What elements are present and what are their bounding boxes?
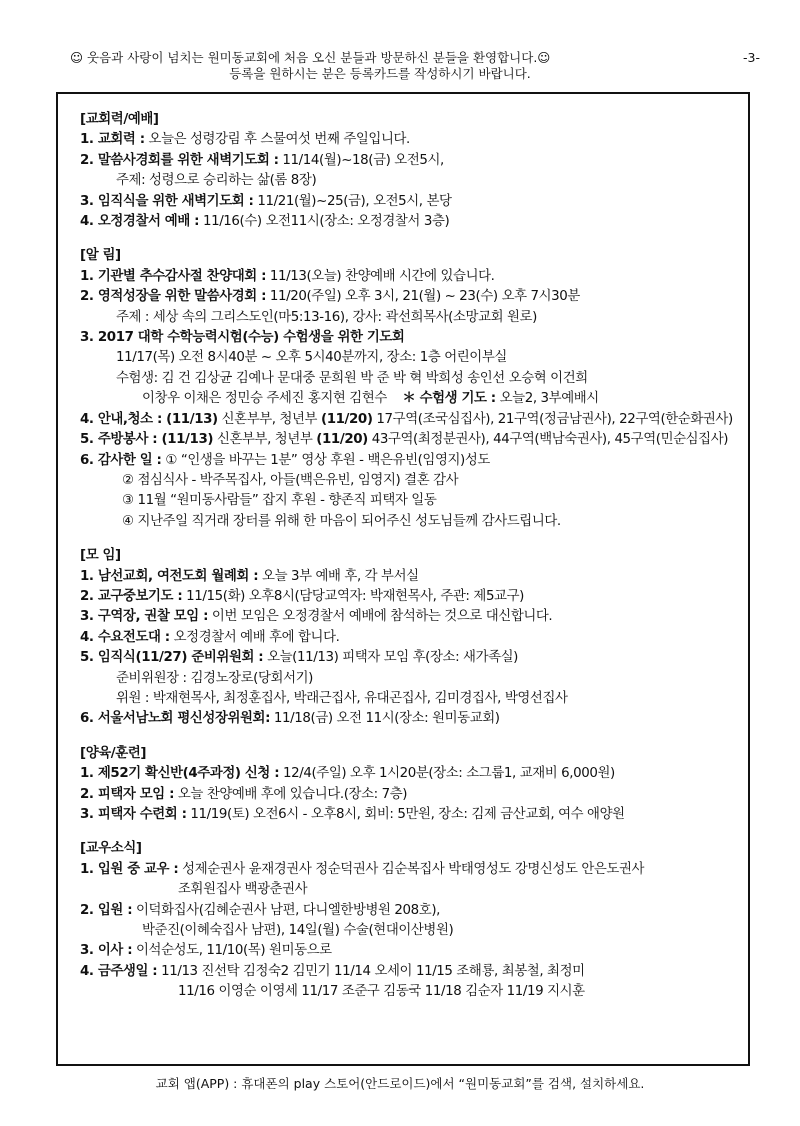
- notice-item-6: 6. 감사한 일 : ① “인생을 바꾸는 1분” 영상 후원 - 백은유빈(임영지)성도: [80, 452, 490, 468]
- training-item-1: 1. 제52기 확신반(4주과정) 신청 : 12/4(주일) 오후 1시20분(장소: 소그룹1, 교재비 6,000원): [80, 766, 615, 782]
- meeting-item-5-sub-1: 준비위원장 : 김경노장로(당회서기): [116, 670, 313, 686]
- bulletin-box: [56, 92, 750, 1066]
- news-item-1-sub: 조휘원집사 백광춘권사: [178, 882, 308, 898]
- page-header: [70, 50, 760, 82]
- news-item-2-sub: 박준진(이혜숙집사 남편), 14일(월) 수술(현대이산병원): [142, 923, 454, 939]
- bulletin-content: [80, 110, 738, 1003]
- section-title-notice: [알 림]: [80, 248, 121, 264]
- meeting-item-3: 3. 구역장, 권찰 모임 : 이번 모임은 오정경찰서 예배에 참석하는 것으로 대신합니다.: [80, 609, 553, 625]
- meeting-item-6: 6. 서울서남노회 평신성장위원회: 11/18(금) 오전 11시(장소: 원미동교회): [80, 711, 500, 727]
- notice-item-5: 5. 주방봉사 : (11/13) 신혼부부, 청년부 (11/20) 43구역(최정분권사), 44구역(백남숙권사), 45구역(민순심집사): [80, 432, 729, 448]
- calendar-item-2: 2. 말씀사경회를 위한 새벽기도회 : 11/14(월)~18(금) 오전5시,: [80, 152, 444, 168]
- calendar-item-2-sub: 주제: 성령으로 승리하는 삶(롬 8장): [116, 173, 317, 189]
- meeting-item-5-sub-2: 위원 : 박재현목사, 최정훈집사, 박래근집사, 유대곤집사, 김미경집사, 박영선집사: [116, 690, 568, 706]
- meeting-item-4: 4. 수요전도대 : 오정경찰서 예배 후에 합니다.: [80, 629, 340, 645]
- meeting-item-5: 5. 임직식(11/27) 준비위원회 : 오늘(11/13) 피택자 모임 후(장소: 새가족실): [80, 650, 519, 666]
- registration-message: 등록을 원하시는 분은 등록카드를 작성하시기 바랍니다.: [229, 66, 531, 81]
- training-item-2: 2. 피택자 모임 : 오늘 찬양예배 후에 있습니다.(장소: 7층): [80, 786, 408, 802]
- meeting-item-2: 2. 교구중보기도 : 11/15(화) 오후8시(담당교역자: 박재현목사, 주관: 제5교구): [80, 588, 524, 604]
- notice-item-3-sub-1: 11/17(목) 오전 8시40분 ~ 오후 5시40분까지, 장소: 1층 어린이부실: [116, 350, 507, 366]
- notice-item-6-sub-4: ④ 지난주일 직거래 장터를 위해 한 마음이 되어주신 성도님들께 감사드립니다.: [122, 513, 561, 529]
- notice-item-6-sub-2: ② 점심식사 - 박주목집사, 아들(백은유빈, 임영지) 결혼 감사: [122, 472, 459, 488]
- notice-item-6-sub-3: ③ 11월 “원미동사람들” 잡지 후원 - 향존직 피택자 일동: [122, 493, 437, 509]
- notice-item-2-sub: 주제 : 세상 속의 그리스도인(마5:13-16), 강사: 곽선희목사(소망교회 원로): [116, 309, 537, 325]
- page-number: -3-: [743, 50, 760, 65]
- notice-item-4: 4. 안내,청소 : (11/13) 신혼부부, 청년부 (11/20) 17구역(조국심집사), 21구역(정금남권사), 22구역(한순화권사): [80, 411, 733, 427]
- app-notice-footer: 교회 앱(APP) : 휴대폰의 play 스토어(안드로이드)에서 “원미동교회”를 검색, 설치하세요.: [155, 1076, 645, 1091]
- section-title-training: [양육/훈련]: [80, 745, 147, 761]
- notice-item-3-sub-2: 수험생: 김 건 김상균 김예나 문대중 문희원 박 준 박 혁 박희성 송인선 오승혁 이건희: [116, 370, 588, 386]
- training-item-3: 3. 피택자 수련회 : 11/19(토) 오전6시 - 오후8시, 회비: 5만원, 장소: 김제 금산교회, 여수 애양원: [80, 807, 625, 822]
- meeting-item-1: 1. 남선교회, 여전도회 월례회 : 오늘 3부 예배 후, 각 부서실: [80, 568, 419, 584]
- calendar-item-1: 1. 교회력 : 오늘은 성령강림 후 스물여섯 번째 주일입니다.: [80, 132, 410, 148]
- news-item-2: 2. 입원 : 이덕화집사(김혜순권사 남편, 다니엘한방병원 208호),: [80, 902, 441, 918]
- notice-item-3-sub-3: 이창우 이채은 정민승 주세진 홍지현 김현수 ＊ 수험생 기도 : 오늘2, 3부예배시: [142, 391, 599, 407]
- section-title-meeting: [모 임]: [80, 548, 121, 564]
- news-item-3: 3. 이사 : 이석순성도, 11/10(목) 원미동으로: [80, 943, 332, 959]
- section-title-calendar: [교회력/예배]: [80, 112, 159, 127]
- section-title-news: [교우소식]: [80, 841, 142, 857]
- welcome-message: ☺ 웃음과 사랑이 넘치는 원미동교회에 처음 오신 분들과 방문하신 분들을 환영합니다.☺: [70, 50, 551, 65]
- calendar-item-4: 4. 오정경찰서 예배 : 11/16(수) 오전11시(장소: 오정경찰서 3층): [80, 214, 450, 230]
- notice-item-1: 1. 기관별 추수감사절 찬양대회 : 11/13(오늘) 찬양예배 시간에 있습니다.: [80, 268, 495, 284]
- news-item-1: 1. 입원 중 교우 : 성제순권사 윤재경권사 정순덕권사 김순복집사 박태영성도 강명신성도 안은도권사: [80, 861, 645, 877]
- notice-item-2: 2. 영적성장을 위한 말씀사경회 : 11/20(주일) 오후 3시, 21(월) ~ 23(수) 오후 7시30분: [80, 289, 580, 305]
- news-item-4: 4. 금주생일 : 11/13 진선탁 김정숙2 김민기 11/14 오세이 11/15 조해룡, 최봉철, 최정미: [80, 963, 585, 979]
- news-item-4-sub: 11/16 이영순 이영세 11/17 조준구 김동국 11/18 김순자 11/19 지시훈: [178, 984, 585, 1000]
- calendar-item-3: 3. 임직식을 위한 새벽기도회 : 11/21(월)~25(금), 오전5시, 본당: [80, 193, 452, 209]
- notice-item-3: 3. 2017 대학 수학능력시험(수능) 수험생을 위한 기도회: [80, 330, 405, 346]
